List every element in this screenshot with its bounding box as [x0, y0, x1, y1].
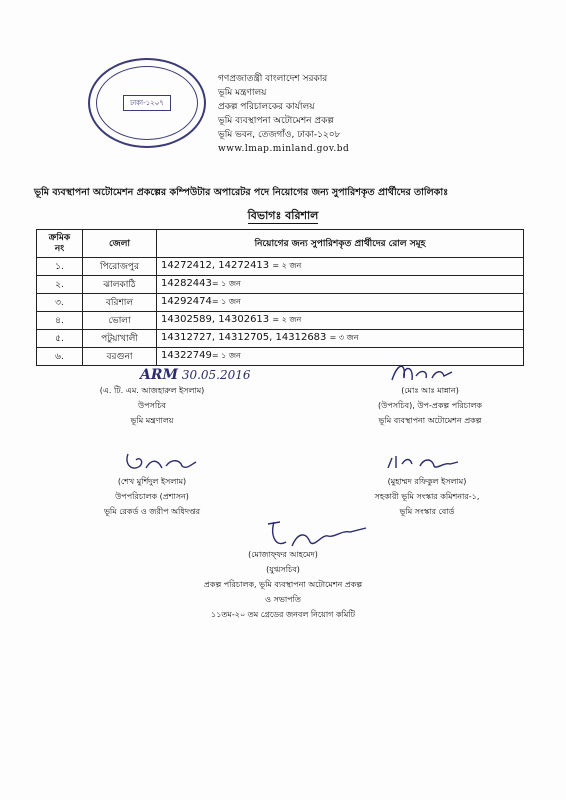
roll-numbers: 14302589, 14302613	[161, 314, 270, 325]
division-label: বিভাগঃ বরিশাল	[247, 209, 319, 222]
signatory-title: উপপরিচালক (প্রশাসন)	[115, 492, 189, 501]
district-cell: পিরোজপুর	[83, 258, 157, 276]
letterhead	[218, 72, 418, 156]
roll-numbers: 14322749	[161, 350, 212, 361]
serial-header-line2: নং	[54, 243, 65, 254]
table-row	[37, 330, 524, 348]
serial-header-line1: ক্রমিক	[48, 232, 71, 243]
serial-cell: ৩.	[37, 294, 83, 312]
signatory-block-1	[72, 383, 232, 428]
district-cell: বরিশাল	[83, 294, 157, 312]
header-line: ভূমি মন্ত্রণালয়	[218, 88, 267, 98]
signatory-title: উপসচিব	[137, 401, 166, 410]
serial-cell: ১.	[37, 258, 83, 276]
signatory-name: (মোজাফ্ফর আহমেদ)	[248, 550, 318, 559]
signatory-office: ভূমি সংস্কার বোর্ড	[399, 507, 455, 516]
candidate-table	[36, 229, 524, 366]
rolls-cell	[157, 312, 524, 330]
table-row	[37, 294, 524, 312]
roll-numbers: 14272412, 14272413	[161, 260, 270, 271]
division-heading	[0, 207, 566, 226]
website: www.lmap.minland.gov.bd	[218, 144, 350, 154]
signatory-name: (মোঃ আঃ মান্নান)	[401, 386, 459, 395]
signatory-block-4	[322, 474, 532, 519]
district-cell: বরগুনা	[83, 348, 157, 366]
candidate-count: = ১ জন	[211, 279, 241, 288]
signatory-name: (মুহাম্মদ রফিকুল ইসলাম)	[387, 477, 467, 486]
rolls-cell	[157, 276, 524, 294]
document-title: ভূমি ব্যবস্থাপনা অটোমেশন প্রকল্পের কম্পিউটার অপারেটর পদে নিয়োগের জন্য সুপারিশকৃত প্রার্থীদের তালিকাঃ	[34, 187, 449, 198]
seal-code: ঢাকা-১২০৭	[123, 95, 171, 111]
signatory-block-3	[62, 474, 242, 519]
candidate-count: = ২ জন	[272, 261, 302, 270]
serial-cell: ৬.	[37, 348, 83, 366]
table-row	[37, 258, 524, 276]
serial-header	[37, 230, 83, 258]
signatory-office: ভূমি রেকর্ড ও জরীপ অধিদপ্তর	[103, 507, 201, 516]
header-line: গণপ্রজাতন্ত্রী বাংলাদেশ সরকার	[218, 74, 328, 84]
candidate-count: = ১ জন	[211, 351, 241, 360]
roll-numbers: 14312727, 14312705, 14312683	[161, 332, 327, 343]
rolls-cell	[157, 348, 524, 366]
district-cell: পটুয়াখালী	[83, 330, 157, 348]
signatory-office: ভূমি মন্ত্রণালয়	[130, 416, 174, 425]
district-cell: ঝালকাঠি	[83, 276, 157, 294]
signatory-line: ১১তম-২০ তম গ্রেডের জনবল নিয়োগ কমিটি	[211, 610, 355, 619]
rolls-cell	[157, 294, 524, 312]
candidate-count: = ৩ জন	[329, 333, 359, 342]
signature-s4	[384, 450, 464, 476]
serial-cell: ৫.	[37, 330, 83, 348]
table-row	[37, 312, 524, 330]
table-header-row	[37, 230, 524, 258]
signatory-line: প্রকল্প পরিচালক, ভূমি ব্যবস্থাপনা অটোমেশন প্রকল্প	[203, 580, 363, 589]
signature-date: 30.05.2016	[181, 368, 251, 382]
signatory-name: (এ. টি. এম. আজহারুল ইসলাম)	[99, 386, 205, 395]
district-cell: ভোলা	[83, 312, 157, 330]
rolls-header: নিয়োগের জন্য সুপারিশকৃত প্রার্থীদের রোল সমূহ	[157, 230, 524, 258]
header-line: ভূমি ব্যবস্থাপনা অটোমেশন প্রকল্প	[218, 116, 334, 126]
candidate-count: = ২ জন	[272, 315, 302, 324]
header-line: ভূমি ভবন, তেজগাঁও, ঢাকা-১২০৮	[218, 130, 341, 140]
signatory-title: সহকারী ভূমি সংস্কার কমিশনার-১,	[374, 492, 480, 501]
table-row	[37, 276, 524, 294]
roll-numbers: 14292474	[161, 296, 212, 307]
rolls-cell	[157, 258, 524, 276]
signatory-block-2	[330, 383, 530, 428]
signatory-name: (শেখ মুর্শিদুল ইসলাম)	[117, 477, 187, 486]
signature-s1	[140, 367, 251, 383]
serial-cell: ৪.	[37, 312, 83, 330]
signatory-block-5	[133, 547, 433, 622]
signatory-line: (যুগ্মসচিব)	[266, 565, 300, 574]
candidate-count: = ১ জন	[211, 297, 241, 306]
signatory-office: ভূমি ব্যবস্থাপনা অটোমেশন প্রকল্প	[378, 416, 482, 425]
signature-mark: ARM	[140, 367, 178, 383]
rolls-cell	[157, 330, 524, 348]
district-header: জেলা	[83, 230, 157, 258]
signatory-line: ও সভাপতি	[265, 595, 301, 604]
serial-cell: ২.	[37, 276, 83, 294]
header-line: প্রকল্প পরিচালকের কার্যালয়	[218, 102, 315, 112]
official-seal	[88, 58, 206, 148]
roll-numbers: 14282443	[161, 278, 212, 289]
signatory-title: (উপসচিব), উপ-প্রকল্প পরিচালক	[377, 401, 483, 410]
